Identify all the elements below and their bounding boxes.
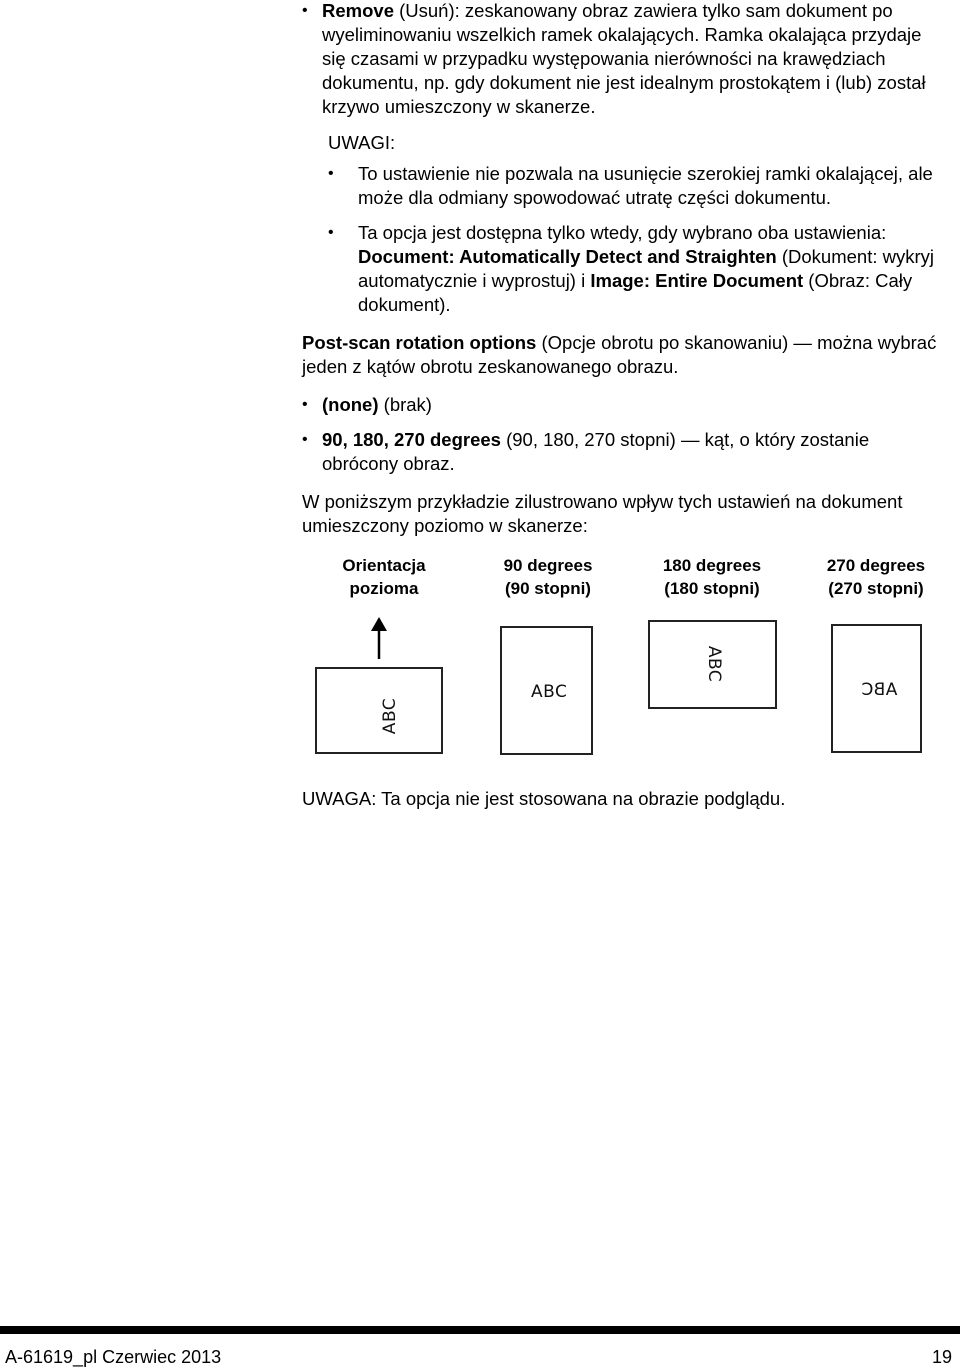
document-rotated-270 — [831, 624, 922, 753]
document-text: ABC — [861, 680, 898, 700]
document-landscape — [315, 667, 443, 754]
note-2-text-e: (Obraz: Cały dokument). — [358, 270, 913, 315]
column-header-90 — [468, 554, 628, 600]
option-none-term: (none) — [322, 394, 379, 415]
up-arrow-icon — [368, 617, 390, 659]
note-2-text-a: Ta opcja jest dostępna tylko wtedy, gdy wybrano oba ustawienia: — [358, 222, 887, 243]
footer-doc-id: A-61619_pl Czerwiec 2013 — [5, 1347, 222, 1367]
document-rotated-90 — [500, 626, 593, 755]
bullet: • — [302, 431, 308, 448]
rotation-option-degrees — [322, 428, 950, 476]
note-2-text-c: (Dokument: wykryj automatycznie i wyprostuj) i — [358, 246, 934, 291]
notes-heading: UWAGI: — [328, 132, 396, 153]
remove-term: Remove — [322, 0, 394, 21]
rotation-option-none — [322, 393, 950, 417]
document-text: ABC — [531, 682, 568, 702]
column-header-orientation — [304, 554, 464, 600]
example-intro: W poniższym przykładzie zilustrowano wpływ tych ustawień na dokument umieszczony poziomo w skanerze: — [302, 491, 903, 536]
remove-text: (Usuń): zeskanowany obraz zawiera tylko sam dokument po wyeliminowaniu wszelkich ramek okalających. Ramka okalająca przydaje się czasami w przypadku występowania nierówności na krawędziach dokumentu, np. gdy dokument nie jest idealnym prostokątem i (lub) został krzywo umieszczony w skanerze. — [322, 0, 926, 117]
bullet: • — [328, 224, 334, 241]
option-degrees-text: (90, 180, 270 stopni) — kąt, o który zostanie obrócony obraz. — [322, 429, 870, 474]
column-header-270 — [796, 554, 956, 600]
rotation-term: Post-scan rotation options — [302, 332, 537, 353]
option-degrees-term: 90, 180, 270 degrees — [322, 429, 501, 450]
header-line: (180 stopni) — [664, 579, 760, 598]
document-text: ABC — [704, 645, 725, 683]
header-line: 180 degrees — [662, 556, 762, 575]
remove-paragraph — [322, 0, 950, 119]
header-line: 90 degrees — [503, 556, 593, 575]
column-header-180 — [632, 554, 792, 600]
note-2 — [358, 221, 954, 317]
rotation-paragraph — [302, 331, 950, 379]
document-text: ABC — [380, 697, 401, 735]
note-2-setting-image: Image: Entire Document — [590, 270, 804, 291]
header-line: Orientacja — [342, 556, 426, 575]
header-line: 270 degrees — [826, 556, 926, 575]
page-number: 19 — [931, 1347, 952, 1367]
header-line: (270 stopni) — [828, 579, 924, 598]
header-line: (90 stopni) — [505, 579, 591, 598]
note-2-setting-document: Document: Automatically Detect and Straighten — [358, 246, 777, 267]
rotation-text: (Opcje obrotu po skanowaniu) — można wybrać jeden z kątów obrotu zeskanowanego obrazu. — [302, 332, 937, 377]
bullet: • — [328, 165, 334, 182]
header-line: pozioma — [349, 579, 419, 598]
bullet: • — [302, 396, 308, 413]
option-none-text: (brak) — [378, 394, 432, 415]
preview-note: UWAGA: Ta opcja nie jest stosowana na obrazie podglądu. — [302, 788, 786, 809]
note-1: To ustawienie nie pozwala na usunięcie szerokiej ramki okalającej, ale może dla odmiany spowodować utratę części dokumentu. — [358, 163, 933, 208]
document-rotated-180 — [648, 620, 777, 709]
footer-rule — [0, 1326, 960, 1334]
bullet: • — [302, 2, 308, 19]
